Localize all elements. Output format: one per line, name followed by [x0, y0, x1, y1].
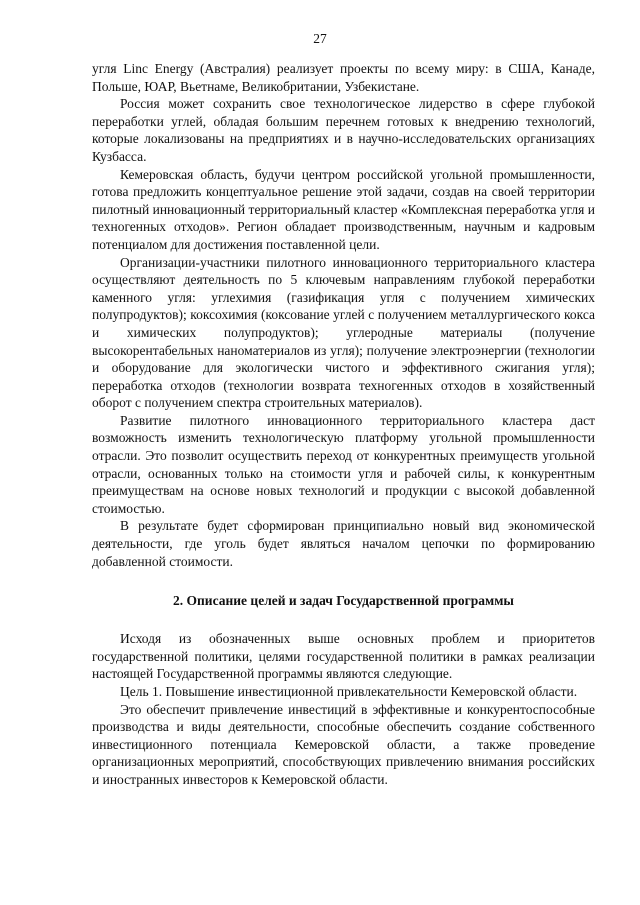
paragraph-continuation: угля Linc Energy (Австралия) реализует проекты по всему миру: в США, Канаде, Польше, ЮАР, Вьетнаме, Великобритании, Узбекистане. — [92, 61, 595, 94]
page-body — [92, 60, 595, 789]
paragraph: В результате будет сформирован принципиально новый вид экономической деятельности, где уголь будет являться началом цепочки по формированию добавленной стоимости. — [92, 518, 595, 569]
paragraph-goal: Цель 1. Повышение инвестиционной привлекательности Кемеровской области. — [120, 684, 578, 699]
paragraph: Россия может сохранить свое технологическое лидерство в сфере глубокой переработки углей, обладая большим перечнем готовых к внедрению технологий, которые локализованы на предприятиях и в научно-исследовательских организациях Кузбасса. — [92, 96, 595, 164]
section-heading: 2. Описание целей и задач Государственной программы — [173, 593, 514, 609]
page-number: 27 — [313, 31, 327, 46]
paragraph: Это обеспечит привлечение инвестиций в эффективные и конкурентоспособные производства и виды деятельности, способные обеспечить создание собственного инвестиционного потенциала Кемеровской области, а также проведение организационных мероприятий, способствующих привлечению внимания российских и иностранных инвесторов к Кемеровской области. — [92, 701, 595, 787]
paragraph: Исходя из обозначенных выше основных проблем и приоритетов государственной политики, целями государственной политики в рамках реализации настоящей Государственной программы являются следующие. — [92, 631, 595, 682]
paragraph: Кемеровская область, будучи центром российской угольной промышленности, готова предложить концептуальное решение этой задачи, создав на своей территории пилотный инновационный территориальный кластер «Комплексная переработка угля и техногенных отходов». Регион обладает производственным, научным и кадровым потенциалом для достижения поставленной цели. — [92, 166, 595, 252]
paragraph: Развитие пилотного инновационного территориального кластера даст возможность изменить технологическую платформу угольной промышленности отрасли. Это позволит осуществить переход от конкурентных преимуществ угольной отрасли, основанных только на стоимости угля и рабочей силы, к конкурентным преимуществам на основе новых технологий и продукции с высокой добавленной стоимостью. — [92, 412, 595, 516]
paragraph: Организации-участники пилотного инновационного территориального кластера осуществляют деятельность по 5 ключевым направлениям глубокой переработки каменного угля: углехимия (газификация угля с получением химических полупродуктов); коксохимия (коксование углей с получением металлургического кокса и химических полупродуктов); углеродные материалы (получение высокорентабельных наноматериалов из угля); получение электроэнергии (технологии и оборудование для экологически чистого и эффективного сжигания угля); переработка отходов (технологии возврата техногенных отходов в хозяйственный оборот с получением спектра строительных материалов). — [92, 254, 595, 411]
